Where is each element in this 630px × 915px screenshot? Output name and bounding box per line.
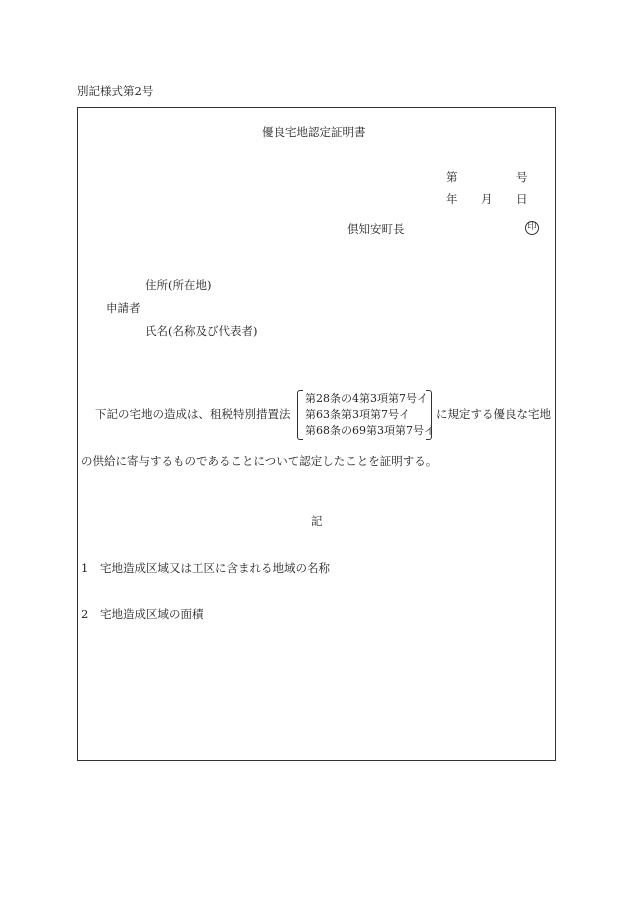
- issuer-name: 倶知安町長: [347, 222, 405, 236]
- number-go: 号: [516, 170, 528, 184]
- date-day: 日: [516, 192, 528, 206]
- document-title: 優良宅地認定証明書: [262, 125, 366, 139]
- date-year: 年: [446, 192, 458, 206]
- seal-mark: [525, 221, 539, 235]
- date-month: 月: [481, 192, 493, 206]
- item-1-number: 1: [81, 561, 89, 575]
- form-number: 別記様式第2号: [77, 84, 154, 98]
- ki-heading: 記: [311, 514, 323, 528]
- article-bracket: [297, 390, 435, 440]
- item-2-number: 2: [81, 607, 89, 621]
- body-trail: に規定する優良な宅地: [436, 407, 551, 421]
- seal-label: 印: [527, 222, 537, 232]
- item-1-text: 宅地造成区域又は工区に含まれる地域の名称: [100, 561, 330, 575]
- article-2: 第63条第3項第7号イ: [305, 408, 410, 421]
- article-1: 第28条の4第3項第7号イ: [305, 392, 428, 405]
- item-2-text: 宅地造成区域の面積: [100, 607, 204, 621]
- body-lead: 下記の宅地の造成は、租税特別措置法: [95, 407, 291, 421]
- article-3: 第68条の69第3項第7号イ: [305, 424, 435, 437]
- address-label: 住所(所在地): [145, 278, 212, 292]
- name-label: 氏名(名称及び代表者): [145, 324, 258, 338]
- body-line2: の供給に寄与するものであることについて認定したことを証明する。: [81, 454, 438, 468]
- applicant-label: 申請者: [106, 301, 141, 315]
- number-dai: 第: [446, 170, 458, 184]
